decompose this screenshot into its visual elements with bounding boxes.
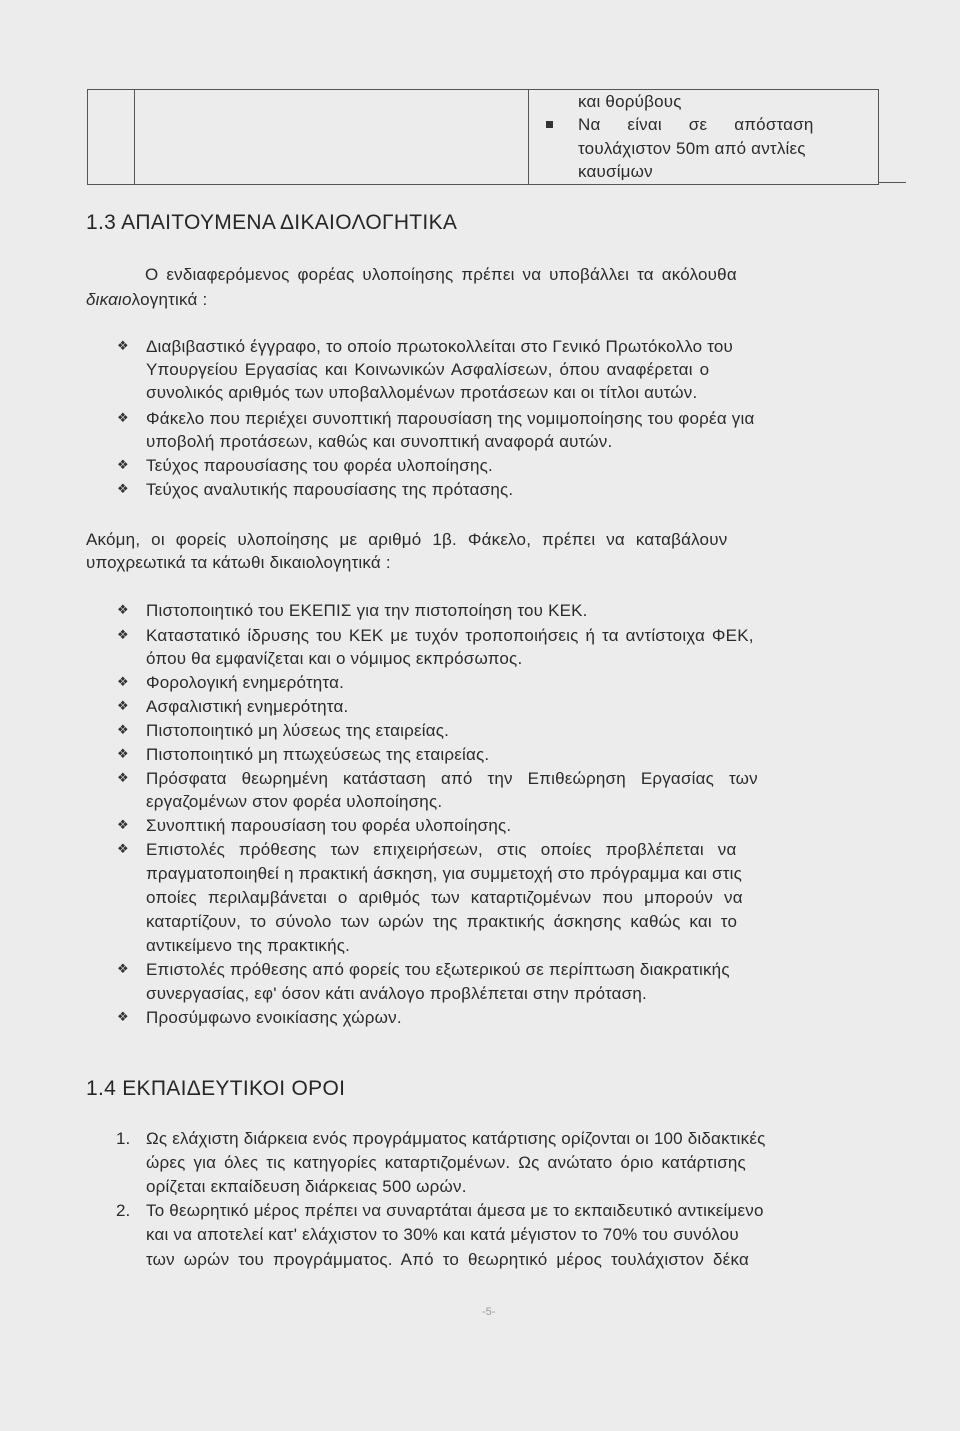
bullet-text: Επιστολές πρόθεσης των επιχειρήσεων, στις οποίες προβλέπεται να: [146, 840, 737, 859]
bullet-text: Φορολογική ενημερότητα.: [146, 673, 345, 692]
intro-text-line2: [86, 290, 207, 310]
list-number: 1.: [116, 1129, 131, 1148]
bullet-text: συνολικός αριθμός των υποβαλλομένων προτάσεων και οι τίτλοι αυτών.: [146, 383, 698, 402]
diamond-bullet-icon: ❖: [117, 458, 129, 473]
list-item-text: ορίζεται εκπαίδευση διάρκειας 500 ωρών.: [146, 1177, 467, 1196]
table-cell-line: και θορύβους: [578, 92, 682, 111]
diamond-bullet-icon: ❖: [117, 747, 129, 762]
bullet-text: Πιστοποιητικό μη πτωχεύσεως της εταιρείας.: [146, 745, 490, 764]
diamond-bullet-icon: ❖: [117, 339, 129, 354]
bullet-text: Φάκελο που περιέχει συνοπτική παρουσίαση της νομιμοποίησης του φορέα για: [146, 409, 755, 428]
diamond-bullet-icon: ❖: [117, 699, 129, 714]
intro-text-rest: λογητικά :: [131, 290, 208, 309]
bullet-text: Προσύμφωνο ενοικίασης χώρων.: [146, 1008, 402, 1027]
bullet-text: πραγματοποιηθεί η πρακτική άσκηση, για συμμετοχή στο πρόγραμμα και στις: [146, 864, 742, 883]
table-column-divider: [528, 89, 529, 184]
intro-text: Ο ενδιαφερόμενος φορέας υλοποίησης πρέπει να υποβάλλει τα ακόλουθα: [145, 265, 737, 284]
intro-italic-fragment: δικαιο: [86, 290, 132, 309]
diamond-bullet-icon: ❖: [117, 842, 129, 857]
list-item-text: και να αποτελεί κατ' ελάχιστον το 30% και κατά μέγιστον το 70% του συνόλου: [146, 1225, 739, 1244]
diamond-bullet-icon: ❖: [117, 771, 129, 786]
bullet-text: Τεύχος παρουσίασης του φορέα υλοποίησης.: [146, 456, 493, 475]
table-fragment: [87, 89, 879, 185]
diamond-bullet-icon: ❖: [117, 603, 129, 618]
bullet-text: Επιστολές πρόθεσης από φορείς του εξωτερικού σε περίπτωση διακρατικής: [146, 960, 730, 979]
bullet-text: Τεύχος αναλυτικής παρουσίασης της πρότασης.: [146, 480, 514, 499]
bullet-text: υποβολή προτάσεων, καθώς και συνοπτική αναφορά αυτών.: [146, 432, 613, 451]
bullet-text: εργαζομένων στον φορέα υλοποίησης.: [146, 792, 443, 811]
section-heading-1-3: 1.3 ΑΠΑΙΤΟΥΜΕΝΑ ΔΙΚΑΙΟΛΟΓΗΤΙΚΑ: [86, 211, 458, 234]
diamond-bullet-icon: ❖: [117, 675, 129, 690]
diamond-bullet-icon: ❖: [117, 818, 129, 833]
bullet-text: οποίες περιλαμβάνεται ο αριθμός των καταρτιζομένων που μπορούν να: [146, 888, 743, 907]
bullet-text: Ασφαλιστική ενημερότητα.: [146, 697, 349, 716]
table-column-divider: [134, 89, 135, 184]
page-number: -5-: [482, 1306, 496, 1318]
bullet-text: Πρόσφατα θεωρημένη κατάσταση από την Επιθεώρηση Εργασίας των: [146, 769, 758, 788]
table-bottom-border-tail: [878, 182, 906, 183]
diamond-bullet-icon: ❖: [117, 482, 129, 497]
diamond-bullet-icon: ❖: [117, 1010, 129, 1025]
bullet-text: Πιστοποιητικό μη λύσεως της εταιρείας.: [146, 721, 450, 740]
table-cell-line-justified: [578, 115, 870, 135]
table-cell-line: καυσίμων: [578, 162, 653, 181]
diamond-bullet-icon: ❖: [117, 723, 129, 738]
list-number: 2.: [116, 1201, 131, 1220]
diamond-bullet-icon: ❖: [117, 628, 129, 643]
bullet-text: Καταστατικό ίδρυσης του ΚΕΚ με τυχόν τροποποιήσεις ή τα αντίστοιχα ΦΕΚ,: [146, 626, 754, 645]
list-item-text: ώρες για όλες τις κατηγορίες καταρτιζομένων. Ως ανώτατο όριο κατάρτισης: [146, 1153, 746, 1172]
diamond-bullet-icon: ❖: [117, 962, 129, 977]
list-item-text: των ωρών του προγράμματος. Από το θεωρητικό μέρος τουλάχιστον δέκα: [146, 1250, 749, 1269]
table-cell-line: τουλάχιστον 50m από αντλίες: [578, 139, 806, 158]
list-item-text: Ως ελάχιστη διάρκεια ενός προγράμματος κατάρτισης ορίζονται οι 100 διδακτικές: [146, 1129, 766, 1148]
table-cell-line: Να είναι σε απόσταση: [578, 115, 814, 134]
table-top-border: [87, 89, 879, 90]
diamond-bullet-icon: ❖: [117, 411, 129, 426]
section-heading-1-4: 1.4 ΕΚΠΑΙΔΕΥΤΙΚΟΙ ΟΡΟΙ: [86, 1077, 346, 1100]
bullet-text: Υπουργείου Εργασίας και Κοινωνικών Ασφαλίσεων, όπου αναφέρεται ο: [146, 360, 710, 379]
bullet-text: όπου θα εμφανίζεται και ο νόμιμος εκπρόσωπος.: [146, 649, 523, 668]
bullet-text: Συνοπτική παρουσίαση του φορέα υλοποίησης.: [146, 816, 512, 835]
bullet-text: Διαβιβαστικό έγγραφο, το οποίο πρωτοκολλείται στο Γενικό Πρωτόκολλο του: [146, 337, 734, 356]
bullet-text: αντικείμενο της πρακτικής.: [146, 936, 351, 955]
bullet-text: καταρτίζουν, το σύνολο των ωρών της πρακτικής άσκησης καθώς και το: [146, 912, 738, 931]
paragraph-text: Ακόμη, οι φορείς υλοποίησης με αριθμό 1β. Φάκελο, πρέπει να καταβάλουν: [86, 530, 728, 549]
paragraph-text: υποχρεωτικά τα κάτωθι δικαιολογητικά :: [86, 553, 391, 572]
bullet-text: συνεργασίας, εφ' όσον κάτι ανάλογο προβλέπεται στην πρόταση.: [146, 984, 647, 1003]
square-bullet-icon: [546, 121, 553, 128]
list-item-text: Το θεωρητικό μέρος πρέπει να συναρτάται άμεσα με το εκπαιδευτικό αντικείμενο: [146, 1201, 764, 1220]
bullet-text: Πιστοποιητικό του ΕΚΕΠΙΣ για την πιστοποίηση του ΚΕΚ.: [146, 601, 588, 620]
